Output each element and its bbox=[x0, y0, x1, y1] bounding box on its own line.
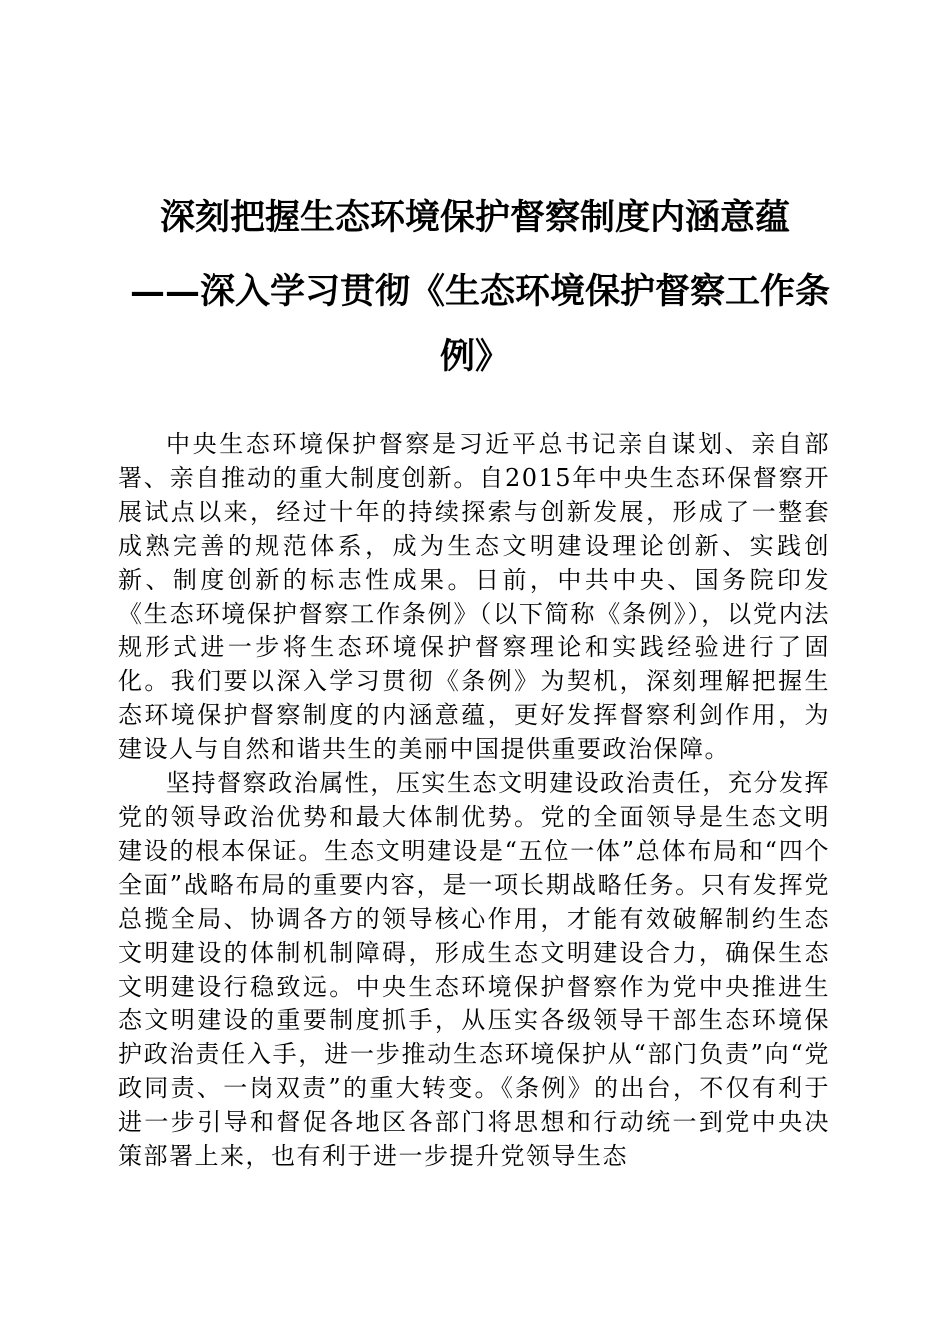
paragraph-1: 中央生态环境保护督察是习近平总书记亲自谋划、亲自部署、亲自推动的重大制度创新。自2015年中央生态环保督察开展试点以来，经过十年的持续探索与创新发展，形成了一整套成熟完善的规范体系，成为生态文明建设理论创新、实践创新、制度创新的标志性成果。日前，中共中央、国务院印发《生态环境保护督察工作条例》（以下简称《条例》），以党内法规形式进一步将生态环境保护督察理论和实践经验进行了固化。我们要以深入学习贯彻《条例》为契机，深刻理解把握生态环境保护督察制度的内涵意蕴，更好发挥督察利剑作用，为建设人与自然和谐共生的美丽中国提供重要政治保障。 bbox=[118, 430, 830, 764]
document-subtitle: ——深入学习贯彻《生态环境保护督察工作条 bbox=[130, 271, 831, 312]
document-body bbox=[118, 428, 830, 1174]
document-title: 深刻把握生态环境保护督察制度内涵意蕴 bbox=[159, 197, 790, 238]
document-subtitle-continued: 例》 bbox=[439, 336, 510, 377]
paragraph-2: 坚持督察政治属性，压实生态文明建设政治责任，充分发挥党的领导政治优势和最大体制优势。党的全面领导是生态文明建设的根本保证。生态文明建设是“五位一体”总体布局和“四个全面”战略布局的重要内容，是一项长期战略任务。只有发挥党总揽全局、协调各方的领导核心作用，才能有效破解制约生态文明建设的体制机制障碍，形成生态文明建设合力，确保生态文明建设行稳致远。中央生态环境保护督察作为党中央推进生态文明建设的重要制度抓手，从压实各级领导干部生态环境保护政治责任入手，进一步推动生态环境保护从“部门负责”向“党政同责、一岗双责”的重大转变。《条例》的出台，不仅有利于进一步引导和督促各地区各部门将思想和行动统一到党中央决策部署上来，也有利于进一步提升党领导生态 bbox=[118, 769, 830, 1171]
